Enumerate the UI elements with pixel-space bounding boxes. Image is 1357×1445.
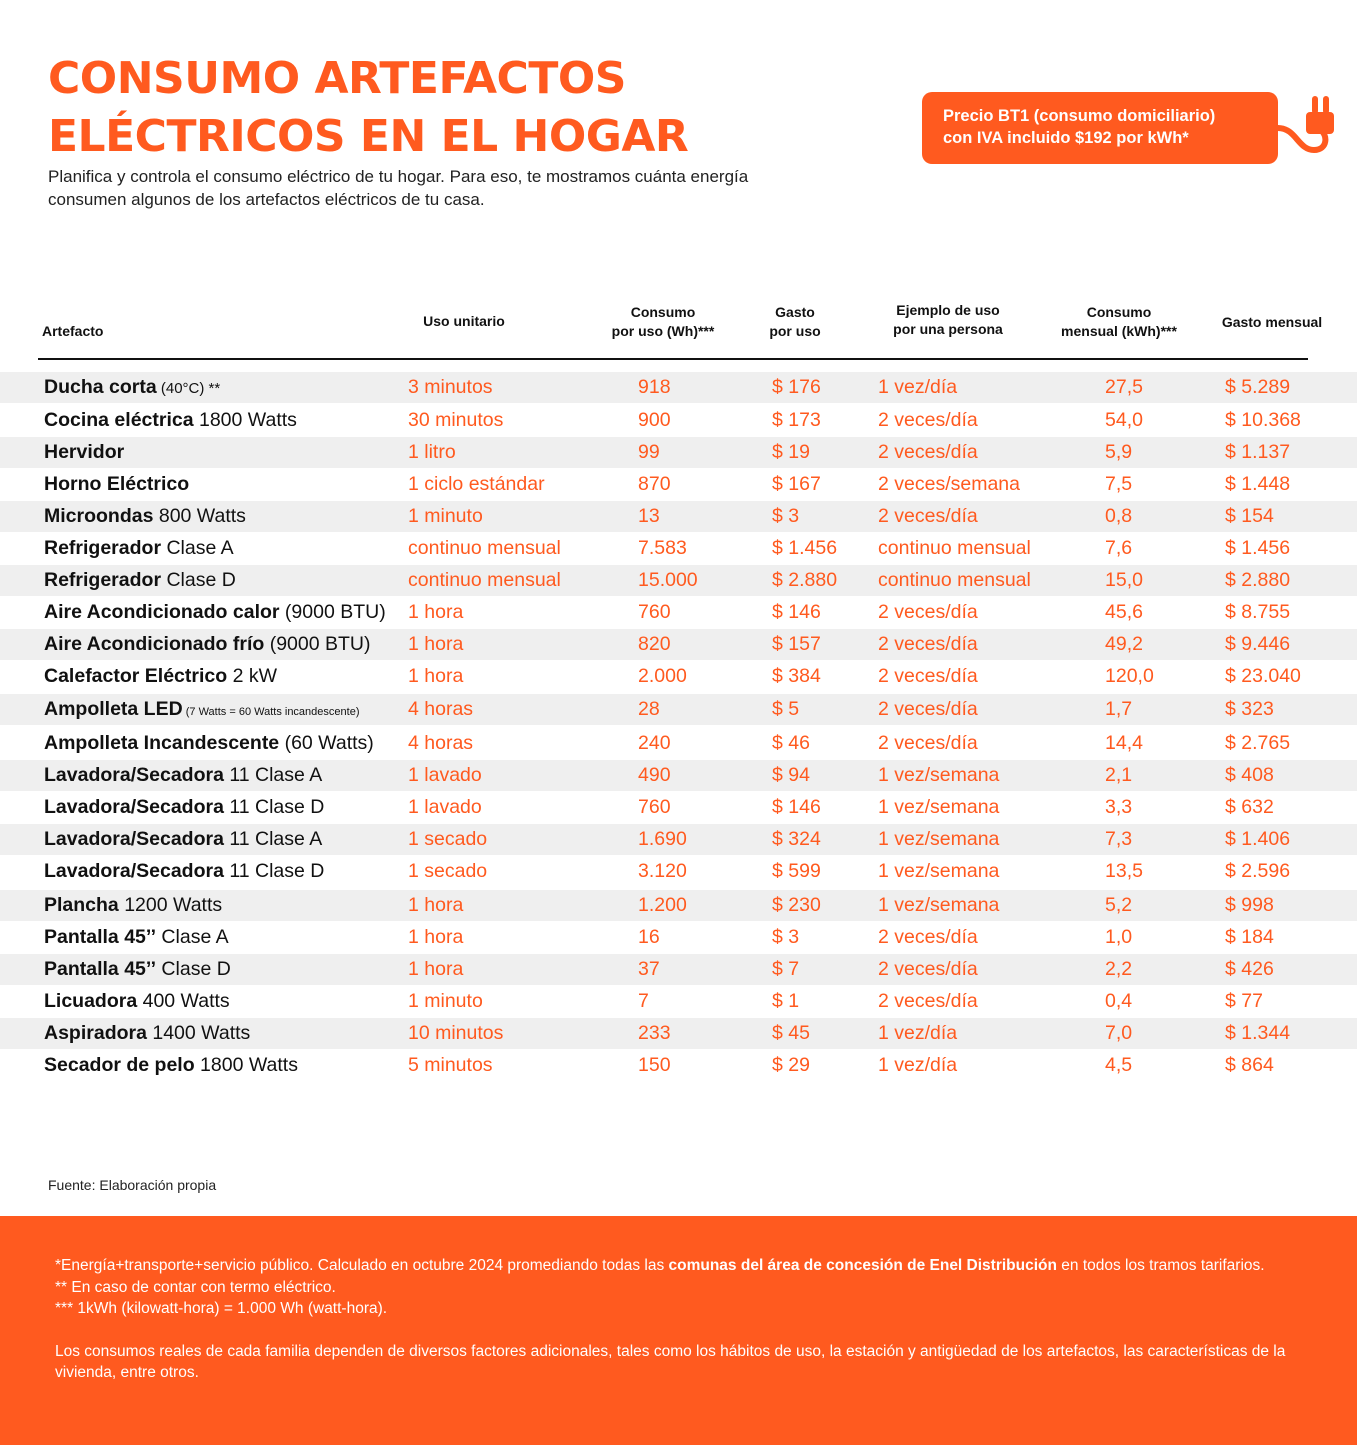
uso-unitario-cell: 1 hora xyxy=(408,926,464,948)
gasto-por-uso-cell: $ 146 xyxy=(772,601,821,623)
header-consumo-mensual xyxy=(1046,303,1192,341)
gasto-por-uso-cell: $ 5 xyxy=(772,698,800,720)
table-row xyxy=(0,597,1357,628)
uso-unitario-cell: 5 minutos xyxy=(408,1054,493,1076)
gasto-por-uso-cell: $ 146 xyxy=(772,796,821,818)
uso-unitario-cell: 1 litro xyxy=(408,441,456,463)
uso-unitario-cell: 1 minuto xyxy=(408,505,483,527)
gasto-por-uso-cell: $ 7 xyxy=(772,958,800,980)
appliance-detail: Clase D xyxy=(161,569,236,591)
consumo-mensual-cell: 7,6 xyxy=(1105,537,1133,559)
ejemplo-uso-cell: 1 vez/semana xyxy=(878,860,1000,882)
consumo-mensual-cell: 3,3 xyxy=(1105,796,1133,818)
header-ejemplo-line-1: Ejemplo de uso xyxy=(896,302,1000,318)
appliance-detail: (9000 BTU) xyxy=(279,601,386,623)
appliance-detail: 11 Clase A xyxy=(223,828,323,850)
uso-unitario-cell: 1 hora xyxy=(408,633,464,655)
consumo-por-uso-cell: 900 xyxy=(638,409,671,431)
appliance-detail: 800 Watts xyxy=(153,505,246,527)
table-row xyxy=(0,824,1357,855)
uso-unitario-cell: 10 minutos xyxy=(408,1022,504,1044)
price-line-1: Precio BT1 (consumo domiciliario) xyxy=(943,107,1216,125)
appliance-detail-small: (7 Watts = 60 Watts incandescente) xyxy=(182,706,360,718)
appliance-name-bold: Refrigerador xyxy=(44,537,162,559)
appliance-name xyxy=(44,405,297,436)
appliance-name-bold: Cocina eléctrica xyxy=(44,409,194,431)
appliance-detail: 1800 Watts xyxy=(193,409,297,431)
ejemplo-uso-cell: 2 veces/día xyxy=(878,409,978,431)
ejemplo-uso-cell: 2 veces/día xyxy=(878,633,978,655)
gasto-por-uso-cell: $ 1.456 xyxy=(772,537,838,559)
gasto-mensual-cell: $ 1.137 xyxy=(1225,441,1291,463)
appliance-detail: 1400 Watts xyxy=(146,1022,251,1044)
gasto-mensual-cell: $ 154 xyxy=(1225,505,1274,527)
header-mensual-line-1: Consumo xyxy=(1086,304,1152,320)
header-uso-unitario: Uso unitario xyxy=(423,313,505,329)
consumo-por-uso-cell: 7.583 xyxy=(638,537,687,559)
appliance-name-bold: Calefactor Eléctrico xyxy=(44,665,228,687)
consumo-por-uso-cell: 28 xyxy=(638,698,660,720)
footnote-kwh: *** 1kWh (kilowatt-hora) = 1.000 Wh (watt-hora). xyxy=(55,1300,388,1317)
consumo-mensual-cell: 0,8 xyxy=(1105,505,1133,527)
gasto-mensual-cell: $ 5.289 xyxy=(1225,376,1291,398)
consumo-mensual-cell: 120,0 xyxy=(1105,665,1154,687)
consumo-mensual-cell: 1,0 xyxy=(1105,926,1133,948)
table-row xyxy=(0,629,1357,660)
page-subtitle: Planifica y controla el consumo eléctrico de tu hogar. Para eso, te mostramos cuánta energía consumen algunos de los artefactos eléctricos de tu casa. xyxy=(48,167,749,209)
appliance-detail: 11 Clase A xyxy=(223,764,323,786)
gasto-por-uso-cell: $ 46 xyxy=(772,732,810,754)
appliance-name xyxy=(44,533,234,564)
consumo-mensual-cell: 5,9 xyxy=(1105,441,1133,463)
price-badge xyxy=(922,92,1278,164)
footnote-disclaimer: Los consumos reales de cada familia dependen de diversos factores adicionales, tales como los hábitos de uso, la estación y antigüedad de los artefactos, las características de la vivienda, entre otros. xyxy=(55,1342,1286,1381)
ejemplo-uso-cell: 2 veces/día xyxy=(878,958,978,980)
consumo-por-uso-cell: 233 xyxy=(638,1022,671,1044)
consumo-mensual-cell: 45,6 xyxy=(1105,601,1143,623)
appliance-name xyxy=(44,792,324,823)
consumo-mensual-cell: 7,3 xyxy=(1105,828,1133,850)
appliance-name xyxy=(44,1018,250,1049)
appliance-detail: Clase D xyxy=(156,958,231,980)
appliance-name-bold: Secador de pelo xyxy=(44,1054,195,1076)
appliance-detail: (60 Watts) xyxy=(279,732,374,754)
appliance-detail: 1800 Watts xyxy=(194,1054,298,1076)
consumo-mensual-cell: 0,4 xyxy=(1105,990,1133,1012)
gasto-mensual-cell: $ 184 xyxy=(1225,926,1274,948)
appliance-name-bold: Plancha xyxy=(44,894,119,916)
gasto-por-uso-cell: $ 29 xyxy=(772,1054,810,1076)
ejemplo-uso-cell: continuo mensual xyxy=(878,537,1031,559)
footnote-termo: ** En caso de contar con termo eléctrico. xyxy=(55,1278,336,1296)
ejemplo-uso-cell: 2 veces/día xyxy=(878,732,978,754)
appliance-name-bold: Refrigerador xyxy=(44,569,162,591)
uso-unitario-cell: 1 lavado xyxy=(408,796,482,818)
gasto-por-uso-cell: $ 230 xyxy=(772,894,821,916)
price-line-2: con IVA incluido $192 por kWh* xyxy=(943,129,1189,147)
consumo-por-uso-cell: 7 xyxy=(638,990,649,1012)
ejemplo-uso-cell: 2 veces/día xyxy=(878,665,978,687)
gasto-mensual-cell: $ 2.596 xyxy=(1225,860,1291,882)
consumo-por-uso-cell: 37 xyxy=(638,958,660,980)
gasto-mensual-cell: $ 1.344 xyxy=(1225,1022,1291,1044)
table-row xyxy=(0,661,1357,692)
appliance-detail: 2 kW xyxy=(227,665,277,687)
appliance-name-bold: Ampolleta Incandescente xyxy=(44,732,280,754)
gasto-por-uso-cell: $ 384 xyxy=(772,665,821,687)
footnote-energy-text: *Energía+transporte+servicio público. Calculado en octubre 2024 promediando todas las xyxy=(55,1257,669,1274)
table-row xyxy=(0,501,1357,532)
uso-unitario-cell: 1 secado xyxy=(408,828,488,850)
gasto-mensual-cell: $ 8.755 xyxy=(1225,601,1291,623)
consumo-mensual-cell: 7,0 xyxy=(1105,1022,1133,1044)
appliance-name xyxy=(44,597,386,628)
footer-notes xyxy=(0,1216,1357,1445)
consumo-por-uso-cell: 760 xyxy=(638,601,671,623)
header-mensual-line-2: mensual (kWh)*** xyxy=(1061,323,1177,339)
ejemplo-uso-cell: 1 vez/día xyxy=(878,1022,958,1044)
appliance-name-bold: Aire Acondicionado frío xyxy=(44,633,265,655)
gasto-mensual-cell: $ 9.446 xyxy=(1225,633,1291,655)
ejemplo-uso-cell: 2 veces/semana xyxy=(878,473,1020,495)
appliance-name xyxy=(44,1050,298,1081)
consumo-por-uso-cell: 2.000 xyxy=(638,665,687,687)
uso-unitario-cell: 4 horas xyxy=(408,698,474,720)
appliance-name xyxy=(44,890,222,921)
table-row xyxy=(0,405,1357,436)
gasto-mensual-cell: $ 10.368 xyxy=(1225,409,1301,431)
table-row xyxy=(0,469,1357,500)
ejemplo-uso-cell: 2 veces/día xyxy=(878,990,978,1012)
appliance-name-bold: Lavadora/Secadora xyxy=(44,796,224,818)
header-gasto-line-2: por uso xyxy=(769,323,821,339)
table-row xyxy=(0,728,1357,759)
appliance-detail: Clase A xyxy=(156,926,229,948)
uso-unitario-cell: 1 secado xyxy=(408,860,488,882)
appliance-name xyxy=(44,824,322,855)
gasto-por-uso-cell: $ 167 xyxy=(772,473,821,495)
table-row xyxy=(0,1018,1357,1049)
appliance-name xyxy=(44,469,189,500)
consumo-mensual-cell: 1,7 xyxy=(1105,698,1133,720)
consumo-por-uso-cell: 820 xyxy=(638,633,671,655)
consumo-por-uso-cell: 1.690 xyxy=(638,828,687,850)
table-row xyxy=(0,565,1357,596)
table-row xyxy=(0,890,1357,921)
appliance-detail: 11 Clase D xyxy=(223,860,325,882)
appliance-name xyxy=(44,760,322,791)
consumo-mensual-cell: 14,4 xyxy=(1105,732,1143,754)
table-row xyxy=(0,437,1357,468)
appliance-name-bold: Ducha corta xyxy=(44,376,157,398)
header-ejemplo-uso xyxy=(868,301,1028,339)
gasto-por-uso-cell: $ 176 xyxy=(772,376,821,398)
consumo-mensual-cell: 4,5 xyxy=(1105,1054,1133,1076)
uso-unitario-cell: 1 hora xyxy=(408,894,464,916)
table-row xyxy=(0,792,1357,823)
gasto-por-uso-cell: $ 45 xyxy=(772,1022,810,1044)
header-gasto-line-1: Gasto xyxy=(775,304,815,320)
gasto-mensual-cell: $ 632 xyxy=(1225,796,1274,818)
footnote-energy xyxy=(55,1255,1307,1277)
gasto-por-uso-cell: $ 173 xyxy=(772,409,821,431)
appliance-name xyxy=(44,694,359,728)
gasto-por-uso-cell: $ 3 xyxy=(772,505,800,527)
gasto-mensual-cell: $ 2.880 xyxy=(1225,569,1291,591)
consumo-por-uso-cell: 99 xyxy=(638,441,660,463)
gasto-mensual-cell: $ 864 xyxy=(1225,1054,1274,1076)
uso-unitario-cell: 1 minuto xyxy=(408,990,483,1012)
appliance-name xyxy=(44,728,374,759)
appliance-name xyxy=(44,565,236,596)
header-gasto-mensual: Gasto mensual xyxy=(1221,314,1323,330)
appliance-name-bold: Aspiradora xyxy=(44,1022,147,1044)
uso-unitario-cell: 1 hora xyxy=(408,665,464,687)
gasto-mensual-cell: $ 408 xyxy=(1225,764,1274,786)
appliance-name-bold: Horno Eléctrico xyxy=(44,473,190,495)
ejemplo-uso-cell: continuo mensual xyxy=(878,569,1031,591)
appliance-detail: 11 Clase D xyxy=(223,796,325,818)
source-note: Fuente: Elaboración propia xyxy=(48,1177,217,1193)
appliance-name xyxy=(44,501,246,532)
appliance-name-bold: Hervidor xyxy=(44,441,125,463)
uso-unitario-cell: 1 hora xyxy=(408,601,464,623)
consumo-por-uso-cell: 918 xyxy=(638,376,671,398)
uso-unitario-cell: 4 horas xyxy=(408,732,474,754)
appliance-name-bold: Aire Acondicionado calor xyxy=(44,601,280,623)
consumo-por-uso-cell: 13 xyxy=(638,505,660,527)
gasto-mensual-cell: $ 2.765 xyxy=(1225,732,1291,754)
ejemplo-uso-cell: 1 vez/semana xyxy=(878,828,1000,850)
appliance-name-bold: Microondas xyxy=(44,505,154,527)
ejemplo-uso-cell: 1 vez/semana xyxy=(878,796,1000,818)
consumo-por-uso-cell: 16 xyxy=(638,926,660,948)
consumo-mensual-cell: 2,2 xyxy=(1105,958,1133,980)
uso-unitario-cell: 3 minutos xyxy=(408,376,493,398)
gasto-mensual-cell: $ 1.456 xyxy=(1225,537,1291,559)
appliance-name xyxy=(44,986,230,1017)
consumo-por-uso-cell: 240 xyxy=(638,732,671,754)
header-consumo-line-2: por uso (Wh)*** xyxy=(611,323,715,339)
appliance-detail: 1200 Watts xyxy=(118,894,223,916)
table-row xyxy=(0,856,1357,887)
ejemplo-uso-cell: 1 vez/semana xyxy=(878,894,1000,916)
ejemplo-uso-cell: 2 veces/día xyxy=(878,926,978,948)
appliance-detail: (40°C) ** xyxy=(156,380,221,397)
footnote-energy-bold: comunas del área de concesión de Enel Distribución xyxy=(668,1257,1057,1274)
page-title xyxy=(48,50,688,166)
appliance-name-bold: Pantalla 45’’ xyxy=(44,958,157,980)
ejemplo-uso-cell: 2 veces/día xyxy=(878,601,978,623)
consumo-por-uso-cell: 1.200 xyxy=(638,894,687,916)
gasto-por-uso-cell: $ 157 xyxy=(772,633,821,655)
appliance-name xyxy=(44,437,124,468)
appliance-name xyxy=(44,922,229,953)
gasto-mensual-cell: $ 1.406 xyxy=(1225,828,1291,850)
uso-unitario-cell: continuo mensual xyxy=(408,569,561,591)
header-ejemplo-line-2: por una persona xyxy=(893,321,1003,337)
appliance-name-bold: Lavadora/Secadora xyxy=(44,828,224,850)
ejemplo-uso-cell: 1 vez/semana xyxy=(878,764,1000,786)
table-row xyxy=(0,694,1357,725)
appliance-name xyxy=(44,372,220,404)
appliance-name-bold: Licuadora xyxy=(44,990,138,1012)
gasto-por-uso-cell: $ 1 xyxy=(772,990,800,1012)
title-line-2: ELÉCTRICOS EN EL HOGAR xyxy=(48,111,689,162)
table-row xyxy=(0,986,1357,1017)
gasto-por-uso-cell: $ 3 xyxy=(772,926,800,948)
consumo-por-uso-cell: 150 xyxy=(638,1054,671,1076)
consumo-por-uso-cell: 15.000 xyxy=(638,569,698,591)
gasto-mensual-cell: $ 426 xyxy=(1225,958,1274,980)
gasto-mensual-cell: $ 23.040 xyxy=(1225,665,1301,687)
gasto-por-uso-cell: $ 599 xyxy=(772,860,821,882)
appliance-name xyxy=(44,629,371,660)
appliance-detail: (9000 BTU) xyxy=(264,633,371,655)
uso-unitario-cell: 1 ciclo estándar xyxy=(408,473,545,495)
header-consumo-por-uso xyxy=(588,303,738,341)
uso-unitario-cell: 30 minutos xyxy=(408,409,504,431)
appliance-name-bold: Ampolleta LED xyxy=(44,698,183,720)
ejemplo-uso-cell: 1 vez/día xyxy=(878,376,958,398)
consumo-mensual-cell: 27,5 xyxy=(1105,376,1143,398)
appliance-name xyxy=(44,661,277,692)
gasto-mensual-cell: $ 1.448 xyxy=(1225,473,1291,495)
header-consumo-line-1: Consumo xyxy=(630,304,696,320)
consumo-mensual-cell: 2,1 xyxy=(1105,764,1133,786)
gasto-mensual-cell: $ 77 xyxy=(1225,990,1263,1012)
table-row xyxy=(0,760,1357,791)
table-row xyxy=(0,1050,1357,1081)
table-row xyxy=(0,372,1357,403)
header-artefacto: Artefacto xyxy=(42,323,104,339)
consumo-mensual-cell: 5,2 xyxy=(1105,894,1133,916)
table-row xyxy=(0,954,1357,985)
appliance-name xyxy=(44,954,231,985)
ejemplo-uso-cell: 2 veces/día xyxy=(878,441,978,463)
gasto-mensual-cell: $ 323 xyxy=(1225,698,1274,720)
ejemplo-uso-cell: 2 veces/día xyxy=(878,505,978,527)
consumo-por-uso-cell: 870 xyxy=(638,473,671,495)
footnote-energy-text-end: en todos los tramos tarifarios. xyxy=(1056,1257,1265,1274)
appliance-name-bold: Lavadora/Secadora xyxy=(44,764,224,786)
gasto-por-uso-cell: $ 94 xyxy=(772,764,810,786)
ejemplo-uso-cell: 1 vez/día xyxy=(878,1054,958,1076)
appliance-name xyxy=(44,856,324,887)
consumo-mensual-cell: 7,5 xyxy=(1105,473,1133,495)
gasto-mensual-cell: $ 998 xyxy=(1225,894,1274,916)
consumo-por-uso-cell: 490 xyxy=(638,764,671,786)
consumo-mensual-cell: 49,2 xyxy=(1105,633,1143,655)
uso-unitario-cell: 1 lavado xyxy=(408,764,482,786)
appliance-name-bold: Pantalla 45’’ xyxy=(44,926,157,948)
plug-icon xyxy=(1276,92,1346,164)
gasto-por-uso-cell: $ 324 xyxy=(772,828,821,850)
title-line-1: CONSUMO ARTEFACTOS xyxy=(48,53,626,104)
ejemplo-uso-cell: 2 veces/día xyxy=(878,698,978,720)
appliance-detail: 400 Watts xyxy=(137,990,230,1012)
table-row xyxy=(0,533,1357,564)
uso-unitario-cell: 1 hora xyxy=(408,958,464,980)
appliance-detail: Clase A xyxy=(161,537,234,559)
gasto-por-uso-cell: $ 19 xyxy=(772,441,810,463)
uso-unitario-cell: continuo mensual xyxy=(408,537,561,559)
consumo-mensual-cell: 13,5 xyxy=(1105,860,1143,882)
consumo-mensual-cell: 54,0 xyxy=(1105,409,1143,431)
table-header xyxy=(38,296,1323,360)
header-gasto-por-uso xyxy=(750,303,840,341)
gasto-por-uso-cell: $ 2.880 xyxy=(772,569,838,591)
consumo-por-uso-cell: 3.120 xyxy=(638,860,687,882)
table-row xyxy=(0,922,1357,953)
appliance-name-bold: Lavadora/Secadora xyxy=(44,860,224,882)
consumo-mensual-cell: 15,0 xyxy=(1105,569,1143,591)
consumo-por-uso-cell: 760 xyxy=(638,796,671,818)
